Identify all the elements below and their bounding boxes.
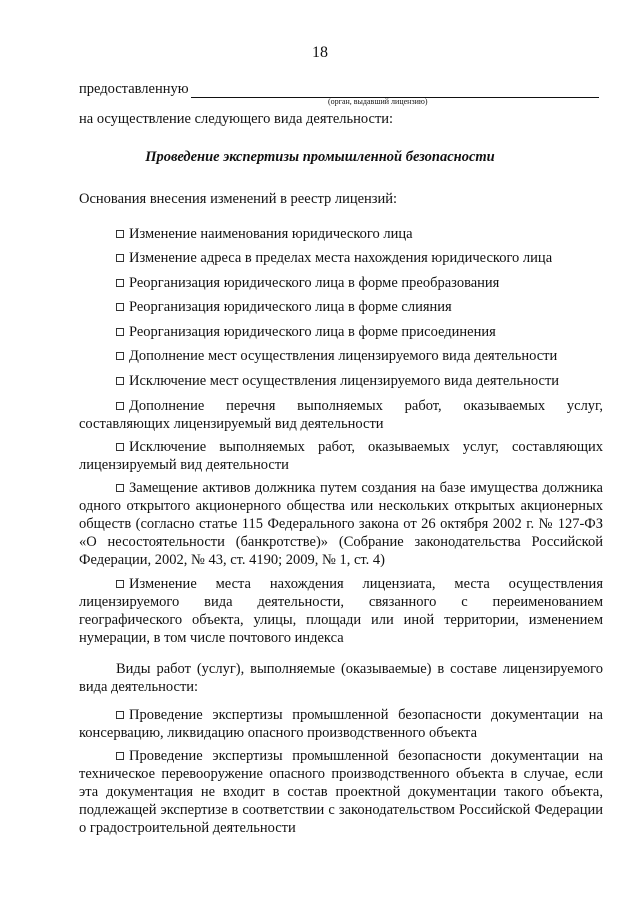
- work-label: Проведение экспертизы промышленной безопасности документации на техническое перевооружение опасного производственного объекта в случае, если эта документация не входит в состав проектной документации такого объекта, подлежащей экспертизе в соответствии с законодательством Российской Федерации о градостроительной деятельности: [79, 748, 603, 836]
- checkbox-icon[interactable]: [116, 328, 124, 336]
- reasons-heading: Основания внесения изменений в реестр лицензий:: [79, 191, 398, 207]
- reason-item-add-locations: [116, 347, 557, 365]
- reason-item-remove-works: [79, 438, 603, 474]
- reason-item-asset-replacement: [79, 479, 603, 569]
- work-item-reequipment: [79, 747, 603, 837]
- issuing-authority-caption: (орган, выдавший лицензию): [328, 97, 428, 106]
- checkbox-icon[interactable]: [116, 352, 124, 360]
- reason-item-accession: [116, 323, 496, 341]
- page-number: 18: [312, 44, 328, 61]
- reason-label: Изменение места нахождения лицензиата, места осуществления лицензируемого вида деятельности, связанного с переименованием географического объекта, улицы, площади или иной территории, изменением нумерации, в том числе почтового индекса: [79, 576, 603, 646]
- checkbox-icon[interactable]: [116, 580, 124, 588]
- reason-label: Изменение адреса в пределах места нахождения юридического лица: [129, 250, 553, 266]
- reason-item-location-rename: [79, 575, 603, 647]
- activity-title: Проведение экспертизы промышленной безопасности: [145, 149, 495, 165]
- checkbox-icon[interactable]: [116, 279, 124, 287]
- activity-intro: на осуществление следующего вида деятельности:: [79, 111, 394, 127]
- reason-item-merger: [116, 298, 452, 316]
- works-heading: Виды работ (услуг), выполняемые (оказываемые) в составе лицензируемого вида деятельности:: [79, 661, 603, 695]
- reason-item-remove-locations: [116, 372, 559, 390]
- checkbox-icon[interactable]: [116, 377, 124, 385]
- reason-label: Замещение активов должника путем создания на базе имущества должника одного открытого акционерного общества или нескольких открытых акционерных обществ (согласно статье 115 Федерального закона от 26 октября 2002 г. № 127-ФЗ «О несостоятельности (банкротстве)» (Собрание законодательства Российской Федерации, 2002, № 43, ст. 4190; 2009, № 1, ст. 4): [79, 480, 603, 568]
- checkbox-icon[interactable]: [116, 254, 124, 262]
- provided-by-row: [79, 80, 599, 98]
- checkbox-icon[interactable]: [116, 752, 124, 760]
- checkbox-icon[interactable]: [116, 402, 124, 410]
- reason-label: Исключение выполняемых работ, оказываемых услуг, составляющих лицензируемый вид деятельности: [79, 439, 603, 473]
- reason-item-rename: [116, 225, 413, 243]
- checkbox-icon[interactable]: [116, 711, 124, 719]
- reason-label: Дополнение мест осуществления лицензируемого вида деятельности: [129, 348, 558, 364]
- reason-label: Реорганизация юридического лица в форме преобразования: [129, 275, 500, 291]
- issuing-authority-blank-line: [191, 83, 599, 98]
- reason-label: Исключение мест осуществления лицензируемого вида деятельности: [129, 373, 560, 389]
- checkbox-icon[interactable]: [116, 303, 124, 311]
- reason-item-address-change: [116, 249, 552, 267]
- reason-label: Дополнение перечня выполняемых работ, оказываемых услуг, составляющих лицензируемый вид деятельности: [79, 398, 603, 432]
- checkbox-icon[interactable]: [116, 443, 124, 451]
- checkbox-icon[interactable]: [116, 484, 124, 492]
- work-item-conservation: [79, 706, 603, 742]
- reason-item-transformation: [116, 274, 499, 292]
- reason-item-add-works: [79, 397, 603, 433]
- provided-label: предоставленную: [79, 81, 189, 97]
- reason-label: Реорганизация юридического лица в форме присоединения: [129, 324, 496, 340]
- reason-label: Изменение наименования юридического лица: [129, 226, 413, 242]
- work-label: Проведение экспертизы промышленной безопасности документации на консервацию, ликвидацию опасного производственного объекта: [79, 707, 603, 741]
- checkbox-icon[interactable]: [116, 230, 124, 238]
- reason-label: Реорганизация юридического лица в форме слияния: [129, 299, 452, 315]
